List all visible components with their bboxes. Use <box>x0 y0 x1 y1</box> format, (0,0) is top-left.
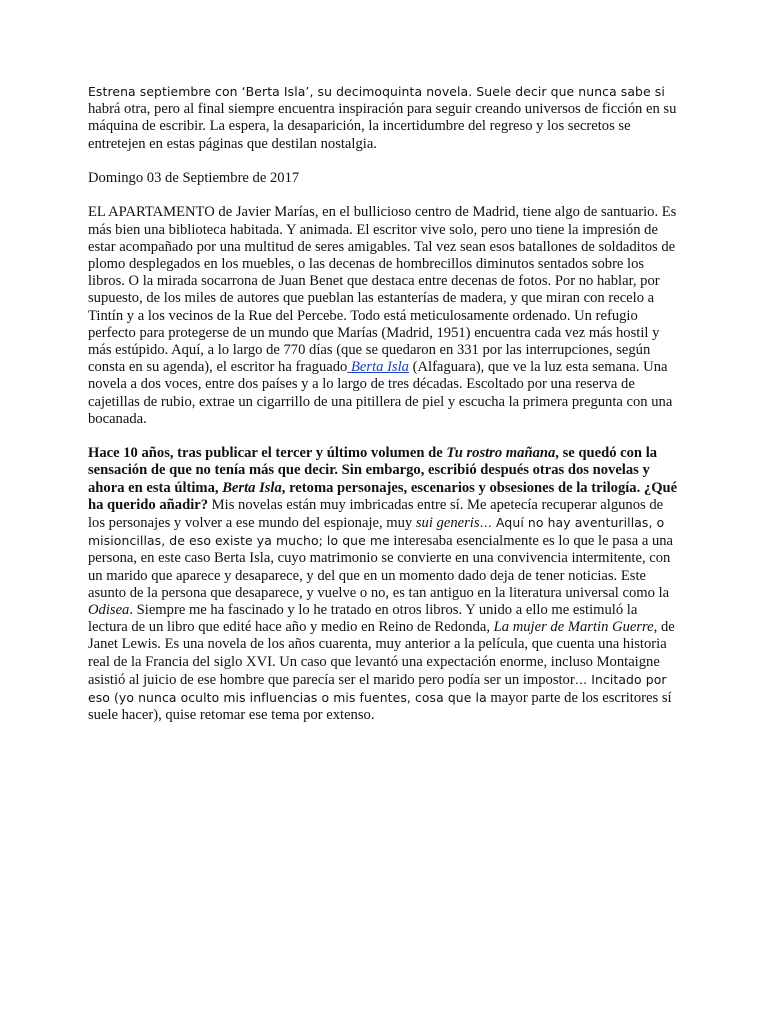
answer-part: mayor parte de los escritores sí suele hacer), quise retomar ese tema por extenso. <box>88 690 672 724</box>
article <box>88 83 678 742</box>
answer-sans-part: … Aquí no hay aventurillas, o misioncillas, de eso existe ya mucho; lo que me <box>88 515 665 549</box>
martin-guerre-title: La mujer de Martin Guerre <box>493 619 654 636</box>
body-paragraph-1 <box>88 204 678 428</box>
answer-part: interesaba esencialmente es lo que le pasa a una persona, en este caso Berta Isla, cuyo matrimonio se convierte en una convivencia intermitente, con un marido que aparece y desaparece, y del que en un momento dado deja de tener noticias. Este asunto de la persona que desaparece, y vuelve o no, es tan antiguo en la literatura universal como la <box>88 533 674 601</box>
answer-part: , de Janet Lewis. Es una novela de los años cuarenta, muy anterior a la película, que cuenta una historia real de la Francia del siglo XVI. Un caso que levantó una expectación enorme, incluso Montaigne asistió al juicio de ese hombre que parecía ser el marido pero podía ser un impostor <box>88 619 675 688</box>
odisea-title: Odisea <box>88 602 130 619</box>
article-date: Domingo 03 de Septiembre de 2017 <box>88 170 300 186</box>
intro-lead: Estrena septiembre con ‘Berta Isla’, su decimoquinta novela. Suele decir que nunca sabe si <box>88 84 665 99</box>
book-title-berta-isla: Berta Isla <box>222 479 282 496</box>
book-title-tu-rostro: Tu rostro mañana <box>446 445 556 462</box>
interview-paragraph <box>88 445 678 724</box>
berta-isla-link[interactable]: Berta Isla <box>347 359 409 376</box>
body1-text-end: (Alfaguara), que ve la luz esta semana. Una novela a dos voces, entre dos países y a lo largo de tres décadas. Escoltado por una reserva de cajetillas de rubio, extrae un cigarrillo de una pitillera de piel y escucha la primera pregunta con una bocanada. <box>88 359 673 427</box>
intro-text: habrá otra, pero al final siempre encuentra inspiración para seguir creando universos de ficción en su máquina de escribir. La espera, la desaparición, la incertidumbre del regreso y los secretos se entretejen en estas páginas que destilan nostalgia. <box>88 101 677 152</box>
sui-generis: sui generis <box>415 515 480 532</box>
answer-part: . Siempre me ha fascinado y lo he tratado en otros libros. Y unido a ello me estimuló la lectura de un libro que edité hace año y medio en Reino de Redonda, <box>88 602 638 636</box>
answer-sans-part: … Incitado por eso (yo nunca oculto mis influencias o mis fuentes, cosa que la <box>88 671 667 706</box>
answer-part: Mis novelas están muy imbricadas entre sí. Me apetecía recuperar algunos de los personajes y volver a ese mundo del espionaje, muy <box>88 496 664 532</box>
intro-paragraph <box>88 83 678 153</box>
question-part: Hace 10 años, tras publicar el tercer y último volumen de <box>88 445 447 462</box>
question-part: , se quedó con la sensación de que no tenía más que decir. Sin embargo, escribió después otras dos novelas y ahora en esta última, <box>88 445 658 496</box>
body1-text: EL APARTAMENTO de Javier Marías, en el bullicioso centro de Madrid, tiene algo de santuario. Es más bien una biblioteca habitada. Y animada. El escritor vive solo, pero uno tiene la impresión de estar acompañado por una multitud de seres amigables. Tal vez sean esos batallones de soldaditos de plomo desplegados en los muebles, o las decenas de hombrecillos diminutos sentados sobre los libros. O la mirada socarrona de Juan Benet que destaca entre decenas de fotos. Por no hablar, por supuesto, de los miles de autores que pueblan las estanterías de madera, y que miran con recelo a Tintín y a los vecinos de la Rue del Percebe. Todo está meticulosamente ordenado. Un refugio perfecto para protegerse de un mundo que Marías (Madrid, 1951) encuentra cada vez más hostil y más estúpido. Aquí, a lo largo de 770 días (que se quedaron en 331 por las interrupciones, según consta en su agenda), el escritor ha fraguado <box>88 204 677 376</box>
question-part: , retoma personajes, escenarios y obsesiones de la trilogía. ¿Qué ha querido añadir? <box>88 479 678 513</box>
